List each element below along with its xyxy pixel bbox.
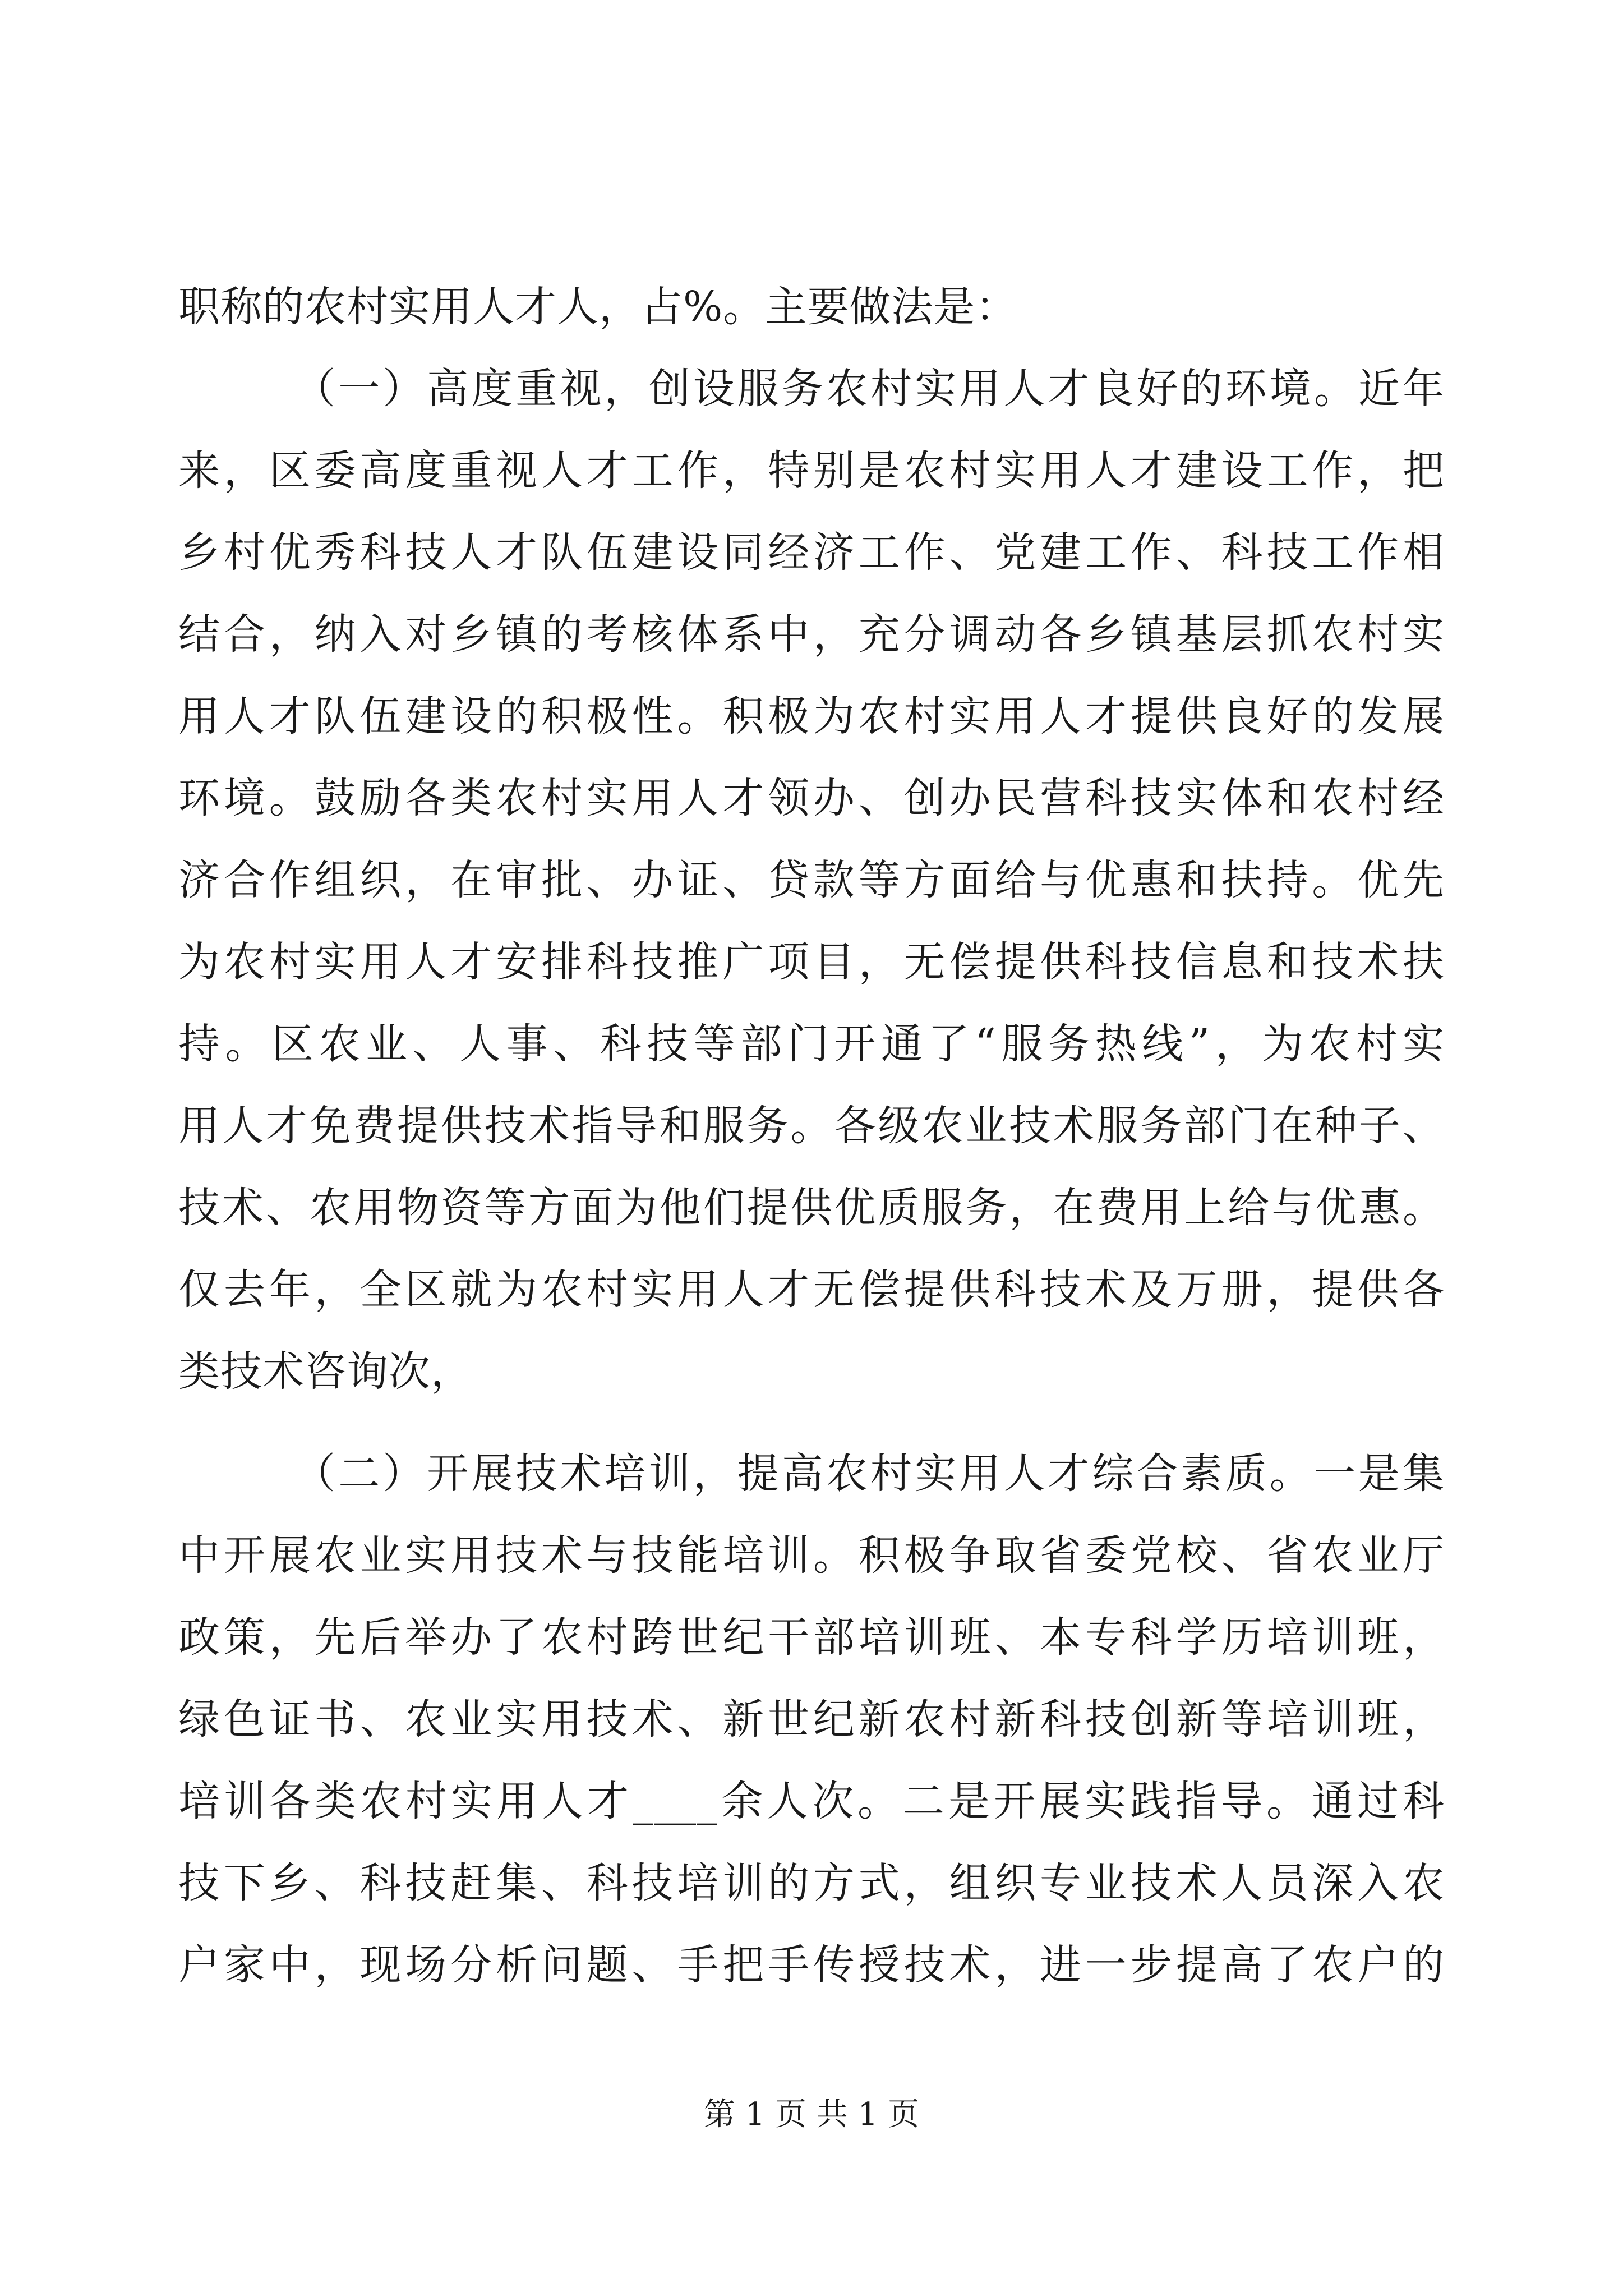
text-line: 用人才队伍建设的积极性。积极为农村实用人才提供良好的发展 [178, 692, 1445, 740]
text-line: 技下乡、科技赶集、科技培训的方式，组织专业技术人员深入农 [178, 1859, 1445, 1907]
text-line: 户家中，现场分析问题、手把手传授技术，进一步提高了农户的 [178, 1941, 1445, 1989]
text-line: 职称的农村实用人才人，占%。主要做法是： [178, 283, 1018, 331]
section-heading-line: （二）开展技术培训，提高农村实用人才综合素质。一是集 [294, 1450, 1445, 1498]
text-line: 来，区委高度重视人才工作，特别是农村实用人才建设工作，把 [178, 447, 1445, 495]
paragraph-gap [178, 1412, 1445, 1433]
text-line: 培训各类农村实用人才____余人次。二是开展实践指导。通过科 [178, 1777, 1445, 1825]
text-line: 政策，先后举办了农村跨世纪干部培训班、本专科学历培训班， [178, 1613, 1445, 1662]
text-line: 类技术咨询次， [178, 1347, 473, 1396]
text-line: 用人才免费提供技术指导和服务。各级农业技术服务部门在种子、 [178, 1102, 1445, 1150]
text-line: 仅去年，全区就为农村实用人才无偿提供科技术及万册，提供各 [178, 1266, 1445, 1314]
text-line: 持。区农业、人事、科技等部门开通了“服务热线”，为农村实 [178, 1020, 1445, 1068]
section-heading-line: （一）高度重视，创设服务农村实用人才良好的环境。近年 [294, 365, 1445, 413]
text-line: 为农村实用人才安排科技推广项目，无偿提供科技信息和技术扶 [178, 938, 1445, 986]
text-line: 技术、农用物资等方面为他们提供优质服务，在费用上给与优惠。 [178, 1184, 1445, 1232]
text-line: 绿色证书、农业实用技术、新世纪新农村新科技创新等培训班， [178, 1695, 1445, 1743]
page-number-footer: 第 1 页 共 1 页 [703, 2096, 920, 2133]
text-line: 济合作组织，在审批、办证、贷款等方面给与优惠和扶持。优先 [178, 856, 1445, 904]
text-line: 环境。鼓励各类农村实用人才领办、创办民营科技实体和农村经 [178, 774, 1445, 822]
text-line: 中开展农业实用技术与技能培训。积极争取省委党校、省农业厅 [178, 1531, 1445, 1580]
body-text [178, 266, 1445, 2006]
text-line: 结合，纳入对乡镇的考核体系中，充分调动各乡镇基层抓农村实 [178, 610, 1445, 659]
text-line: 乡村优秀科技人才队伍建设同经济工作、党建工作、科技工作相 [178, 528, 1445, 577]
